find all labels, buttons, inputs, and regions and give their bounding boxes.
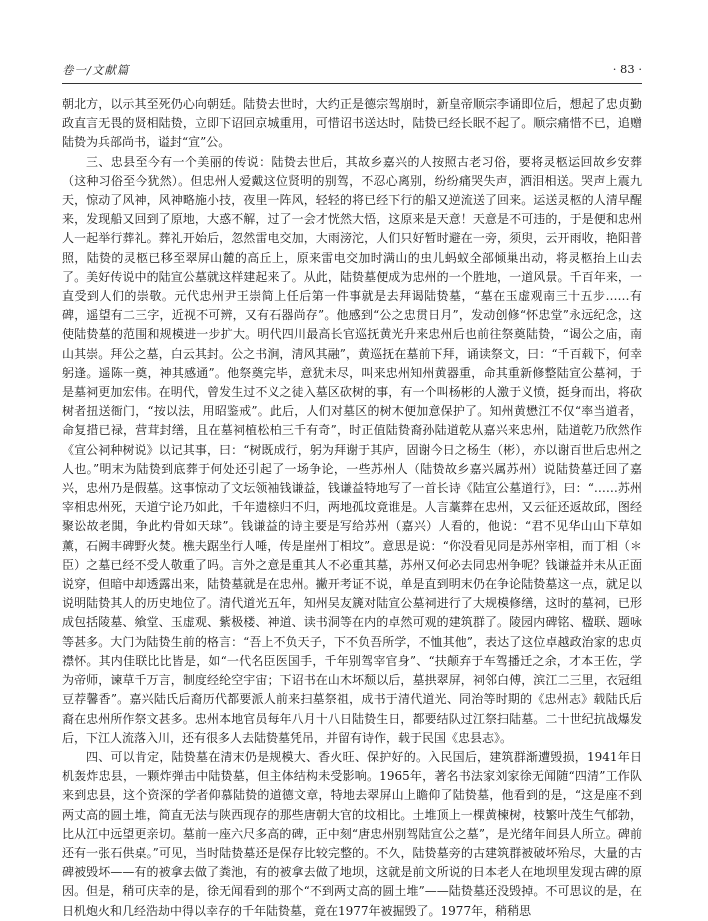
body-text bbox=[62, 95, 642, 921]
page-number: · 83 · bbox=[612, 62, 642, 76]
document-page bbox=[62, 0, 642, 916]
header-section-title: 卷一/文献篇 bbox=[62, 63, 130, 77]
paragraph: 四、可以肯定，陆贽墓在清末仍是规模大、香火旺、保护好的。入民国后，建筑群渐遭毁损，1941年日机轰炸忠县，一颗炸弹击中陆贽墓，但主体结构未受影响。1965年，著名书法家刘家徐无闻随“四清”工作队来到忠县，这个资深的学者仰慕陆贽的道德文章，特地去翠屏山上瞻仰了陆贽墓，他看到的是，“这是座不到两丈高的圆土堆，简直无法与陕西现存的那些唐朝大官的坟相比。土堆顶上一棵黄楝树，枝繁叶茂生气郁勃，比从江中远望更亲切。墓前一座六尺多高的碑，正中刻“唐忠州别驾陆宣公之墓”，是光绪年间县人所立。碑前还有一张石供桌。”可见，当时陆贽墓还是保存比较完整的。不久，陆贽墓旁的古建筑群被破坏殆尽，大量的古碑被毁坏——有的被拿去做了粪池，有的被拿去做了地坝，这就是前文所说的日本老人在地坝里发现古碑的原因。但是，稍可庆幸的是，徐无闻看到的那个“不到两丈高的圆土堆”——陆贽墓还没毁掉。不可思议的是，在日机炮火和几经浩劫中得以幸存的千年陆贽墓，竟在1977年被掘毁了。1977年，稍稍思 bbox=[62, 749, 642, 918]
paragraph: 三、忠县至今有一个美丽的传说：陆贽去世后，其故乡嘉兴的人按照古老习俗，要将灵柩运回故乡安葬（这种习俗至今犹然）。但忠州人爱戴这位贤明的别驾，不忍心离别，纷纷痛哭失声，洒泪相送。哭声上震九天，惊动了风神，风神略施小技，夜里一阵风，轻轻的将已经下行的船又逆流送了回来。运送灵柩的人清早醒来，发现船又回到了原地，大惑不解，过了一会才恍然大悟，这原来是天意！天意是不可违的，于是便和忠州人一起举行葬礼。葬礼开始后，忽然雷电交加，大雨滂沱，人们只好暂时避在一旁，须臾，云开雨收，艳阳普照，陆贽的灵柩已移至翠屏山麓的高丘上，原来雷电交加时满山的虫儿蚂蚁全部倾巢出动，将灵柩抬上山去了。美好传说中的陆宣公墓就这样建起来了。从此，陆贽墓便成为忠州的一个胜地，一道风景。千百年来，一直受到人们的崇敬。元代忠州尹王崇简上任后第一件事就是去拜谒陆贽墓，“墓在玉虚观南三十五步……有碑，遥望有二三字，近视不可辨，又有石器尚存”。他感到“公之忠贯日月”，发动创修“怀忠堂”永远纪念，这使陆贽墓的范围和规模进一步扩大。明代四川最高长官巡抚黄光升来忠州后也前往祭奠陆贽，“谒公之庙，南山其崇。拜公之墓，白云其封。公之书涧，清风其融”，黄巡抚在墓前下拜，诵读祭文，曰：“千百载下，何幸躬逢。遥陈一奠，神其感通”。他祭奠完毕，意犹未尽，叫来忠州知州黄器重，命其重新修整陆宣公墓祠，于是墓祠更加宏伟。在明代，曾发生过不义之徒入墓区砍树的事，有一个叫杨彬的人激于义愤，挺身而出，将砍树者扭送衙门，“按以法，用昭鉴戒”。此后，人们对墓区的树木便加意保护了。知州黄懋江不仅“率当道者，命复措已禄，营茸封缮，且在墓祠植松柏三千有奇”，时正值陆贽裔孙陆道乾从嘉兴来忠州，陆道乾乃欣然作《宣公祠种树说》以记其事，曰：“树既成行，躬为拜谢于其庐，固谢今日之杨生（彬），亦以谢百世后忠州之人也。”明末为陆贽到底葬于何处还引起了一场争论，一些苏州人（陆贽故乡嘉兴属苏州）说陆贽墓迁回了嘉兴，忠州乃是假墓。这事惊动了文坛领袖钱谦益，钱谦益特地写了一首长诗《陆宣公墓道行》，曰：“……苏州宰相忠州死，天道宁论乃如此，千年遗榇归不归，两地孤坟竟谁是。人言藁葬在忠州，又云征还返故邱，图经聚讼故老閧，争此杓骨如天球”。钱谦益的诗主要是写给苏州（嘉兴）人看的，他说：“君不见华山山下草如薰，石阙丰碑野火焚。樵夫踞坐行人唾，传是崖州丁相坟”。意思是说：“你没看见同是苏州宰相，而丁相（＊臣）之墓已经不受人敬重了吗。言外之意是重其人不必重其墓，苏州又何必去同忠州争呢？钱谦益并未从正面说穿，但暗中却透露出来，陆贽墓就是在忠州。撇开考证不说，单是直到明末仍在争论陆贽墓这一点，就足以说明陆贽其人的历史地位了。清代道光五年，知州吴友篪对陆宣公墓祠进行了大规模修缮，这时的墓祠，已形成包括陵墓、飨堂、玉虚观、紫极楼、神道、读书洞等在内的卓然可观的建筑群了。陵园内碑铭、楹联、题咏等甚多。大门为陆贽生前的格言：“吾上不负天子，下不负吾所学，不恤其他”，表达了这位卓越政治家的忠贞襟怀。其内佳联比比皆是，如“一代名臣医国手，千年别驾宰官身”、“扶颠弃于车驾播迁之余，才本王佐，学为帝师，谏草千万言，制度经纶空宇宙；下诏书在山木坏颓以后，墓拱翠屏，祠邻白傅，滨江二三里，衣冠组豆荐馨香”。嘉兴陆氏后裔历代都要派人前来扫墓祭祖，成书于清代道光、同治等时期的《忠州志》载陆氏后裔在忠州所作祭文甚多。忠州本地官员每年八月十八日陆贽生日，都要结队过江祭扫陆墓。二十世纪抗战爆发后，下江人流落入川，还有很多人去陆贽墓凭吊，并留有诗作，载于民国《忠县志》。 bbox=[62, 154, 642, 745]
running-header bbox=[62, 62, 642, 82]
paragraph: 朝北方，以示其至死仍心向朝廷。陆贽去世时，大约正是德宗驾崩时，新皇帝顺宗李诵即位后，想起了忠贞勤政直言无畏的贤相陆贽，立即下诏回京城重用，可惜诏书送达时，陆贽已经长眠不起了。顺宗痛惜不已，追赠陆贽为兵部尚书，谥封“宣”公。 bbox=[62, 97, 642, 150]
header-rule bbox=[62, 83, 642, 84]
